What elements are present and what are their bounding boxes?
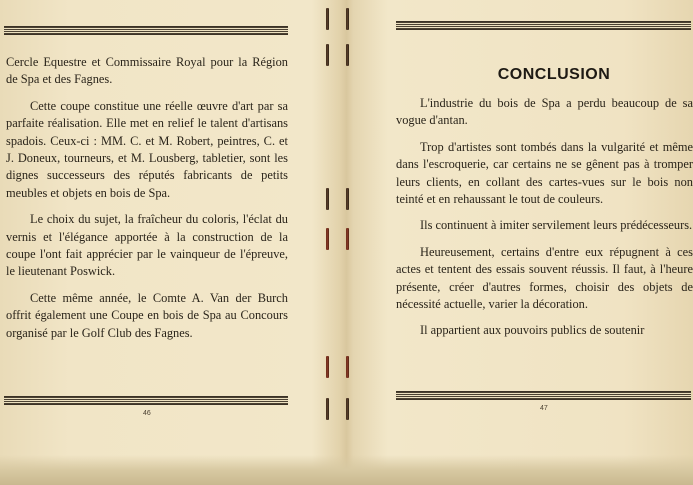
bottom-ornamental-rule [4, 396, 288, 405]
paragraph: Heureusement, certains d'entre eux répugnent à ces actes et tentent des essais souvent réussis. Il faut, à l'heure présente, créer d'autres formes, choisir des objets de nécessité actuelle, varier la décoration. [396, 244, 693, 312]
top-ornamental-rule [4, 26, 288, 35]
left-page-text [6, 54, 288, 351]
binding-stitch [346, 356, 349, 378]
binding-stitch [326, 8, 329, 30]
paragraph: Cette coupe constitue une réelle œuvre d'art par sa parfaite réalisation. Elle met en relief le talent d'artisans spadois. Ceux-ci : MM. C. et M. Robert, peintres, C. et J. Doneux, tourneurs, et M. Lousberg, tabletier, sont les dignes successeurs des réputés fabricants de petits meubles et objets en bois de Spa. [6, 98, 288, 200]
left-page [0, 0, 300, 455]
binding-stitch [346, 228, 349, 250]
top-ornamental-rule [396, 21, 691, 30]
paragraph: Cette même année, le Comte A. Van der Burch offrit également une Coupe en bois de Spa au Concours organisé par le Golf Club des Fagnes. [6, 290, 288, 340]
page-number: 47 [540, 405, 548, 412]
right-page [394, 0, 693, 455]
binding-stitch [346, 398, 349, 420]
paragraph: Ils continuent à imiter servilement leurs prédécesseurs. [420, 218, 693, 233]
binding-stitch [326, 44, 329, 66]
paragraph: Il appartient aux pouvoirs publics de soutenir [420, 323, 645, 338]
binding-gutter [300, 0, 394, 485]
paragraph: Le choix du sujet, la fraîcheur du coloris, l'éclat du vernis et l'élégance apportée à la construction de la coupe l'ont fait apprécier par le vainqueur de l'épreuve, le lieutenant Poswick. [6, 212, 288, 279]
right-page-text [396, 95, 693, 349]
binding-stitch [326, 228, 329, 250]
paragraph: L'industrie du bois de Spa a perdu beaucoup de sa vogue d'antan. [396, 96, 693, 128]
page-bottom-edge [0, 455, 693, 485]
binding-stitch [346, 44, 349, 66]
binding-stitch [346, 188, 349, 210]
paragraph: Cercle Equestre et Commissaire Royal pour la Région de Spa et des Fagnes. [6, 55, 288, 87]
section-heading: CONCLUSION [497, 66, 611, 83]
binding-stitch [326, 188, 329, 210]
page-number: 46 [143, 410, 151, 417]
bottom-ornamental-rule [396, 391, 691, 400]
binding-stitch [326, 398, 329, 420]
binding-stitch [346, 8, 349, 30]
binding-stitch [326, 356, 329, 378]
paragraph: Trop d'artistes sont tombés dans la vulgarité et même dans l'escroquerie, car certains ne se gênent pas à tromper leurs clients, en collant des cartes-vues sur le bois non teinté et en rehaussant le tout de couleurs. [396, 139, 693, 207]
